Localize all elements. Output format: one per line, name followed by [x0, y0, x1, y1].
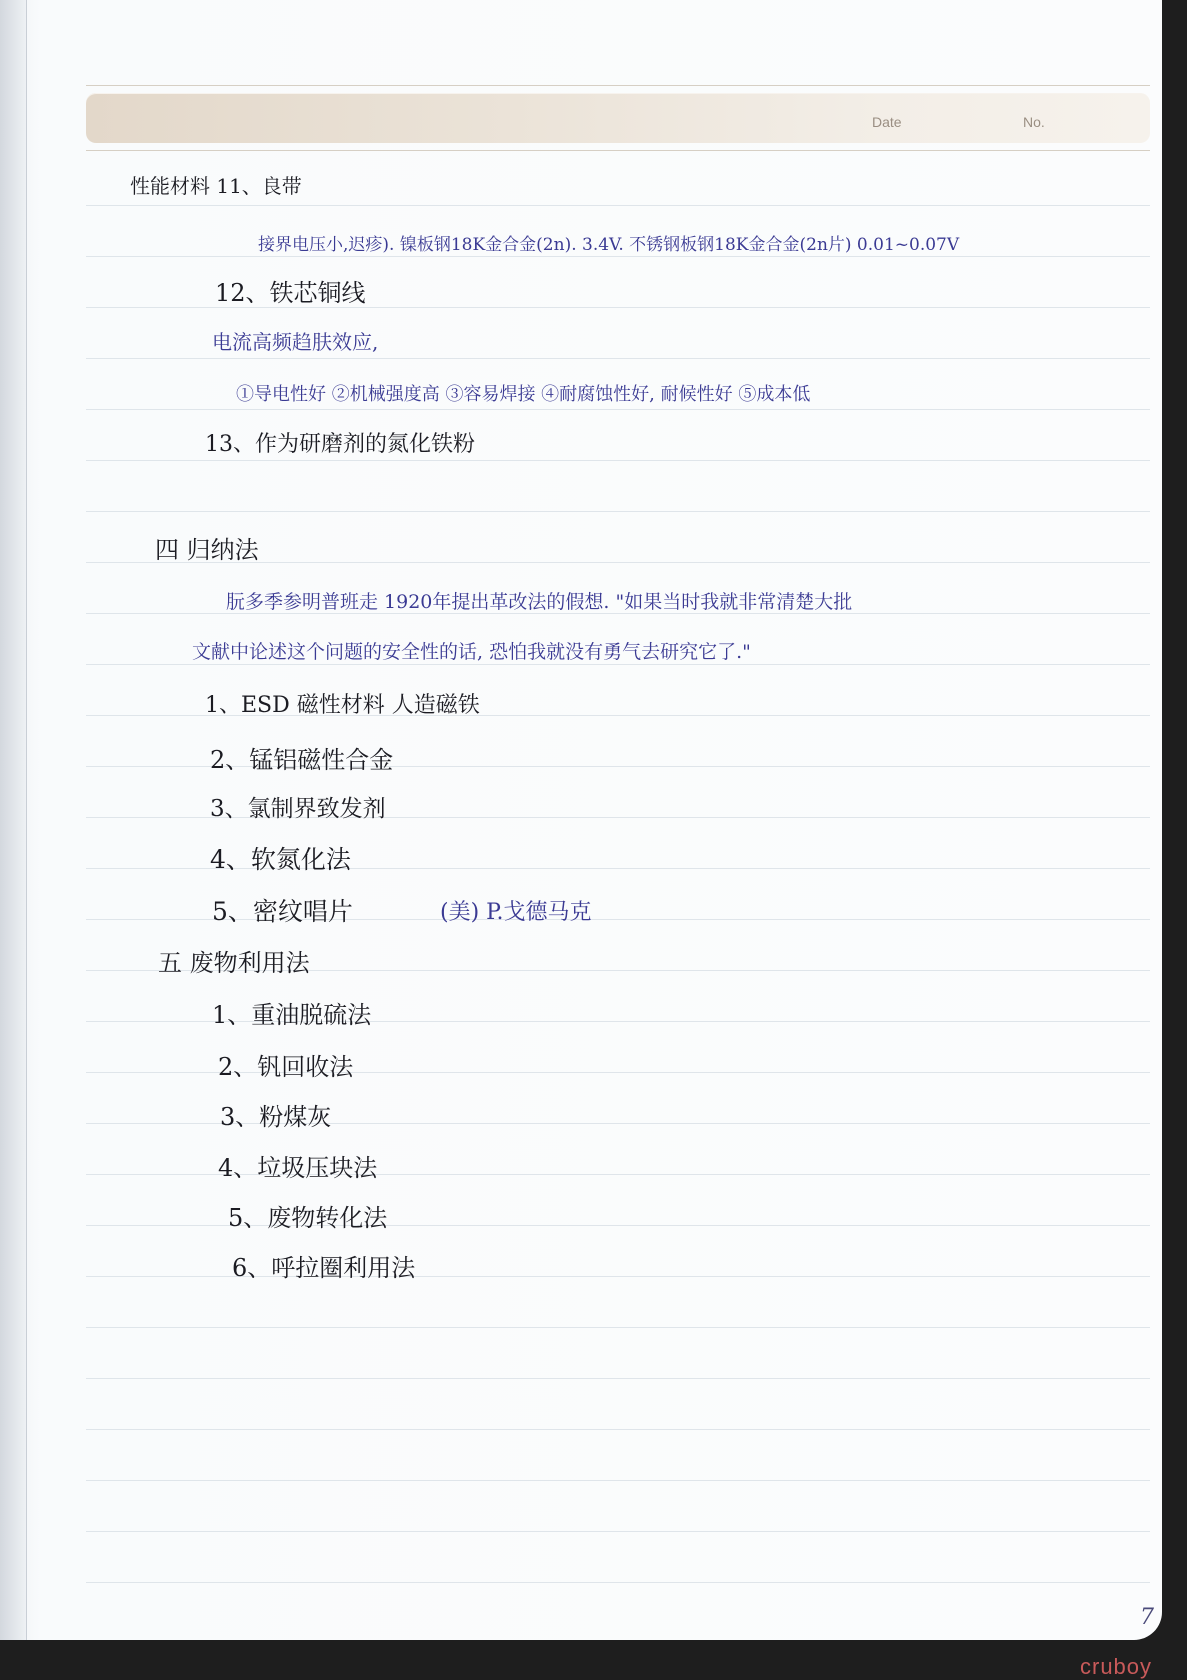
page-number: 7	[1140, 1605, 1154, 1630]
page-binding	[0, 0, 27, 1640]
note-line: 13、作为研磨剂的氮化铁粉	[205, 432, 475, 457]
note-line: 5、密纹唱片	[212, 897, 353, 926]
note-line: (美) P.戈德马克	[440, 900, 592, 925]
note-line: 12、铁芯铜线	[215, 279, 366, 307]
note-line: 接界电压小,迟疹). 镍板钢18K金合金(2n). 3.4V. 不锈钢板钢18K金合金(2n片) 0.01~0.07V	[258, 235, 960, 255]
header-band	[86, 93, 1150, 143]
ruled-line	[86, 460, 1150, 461]
note-line: 电流高频趋肤效应,	[212, 330, 379, 354]
note-line: 1、重油脱硫法	[212, 1001, 372, 1029]
ruled-line	[86, 358, 1150, 359]
ruled-line	[86, 1378, 1150, 1379]
header-bottom-line	[86, 150, 1150, 151]
note-line: 1、ESD 磁性材料 人造磁铁	[205, 693, 480, 718]
note-line: 文献中论述这个问题的安全性的话, 恐怕我就没有勇气去研究它了."	[192, 641, 751, 663]
watermark-stamp: cruboy	[1080, 1654, 1153, 1679]
ruled-line	[86, 1582, 1150, 1583]
ruled-line	[86, 511, 1150, 512]
ruled-line	[86, 1480, 1150, 1481]
ruled-line	[86, 256, 1150, 257]
header-top-line	[86, 85, 1150, 86]
no-label: No.	[1023, 114, 1045, 130]
note-line: ①导电性好 ②机械强度高 ③容易焊接 ④耐腐蚀性好, 耐候性好 ⑤成本低	[236, 384, 811, 405]
note-line: 朊多季参明普班走 1920年提出革改法的假想. "如果当时我就非常清楚大批	[226, 591, 853, 613]
note-line: 四 归纳法	[155, 536, 259, 564]
note-line: 2、锰铝磁性合金	[210, 746, 394, 774]
note-line: 6、呼拉圈利用法	[232, 1254, 416, 1282]
note-line: 2、钒回收法	[218, 1053, 354, 1081]
note-line: 五 废物利用法	[158, 949, 310, 977]
note-line: 5、废物转化法	[228, 1204, 388, 1232]
ruled-line	[86, 664, 1150, 665]
note-line: 4、垃圾压块法	[218, 1154, 378, 1182]
note-line: 4、软氮化法	[210, 845, 351, 874]
ruled-line	[86, 205, 1150, 206]
date-label: Date	[872, 114, 902, 130]
ruled-line	[86, 409, 1150, 410]
ruled-line	[86, 1429, 1150, 1430]
note-line: 3、粉煤灰	[220, 1103, 332, 1131]
ruled-line	[86, 1327, 1150, 1328]
ruled-line	[86, 1531, 1150, 1532]
note-line: 3、氯制界致发剂	[210, 796, 386, 822]
note-line: 性能材料 11、良带	[130, 174, 302, 198]
